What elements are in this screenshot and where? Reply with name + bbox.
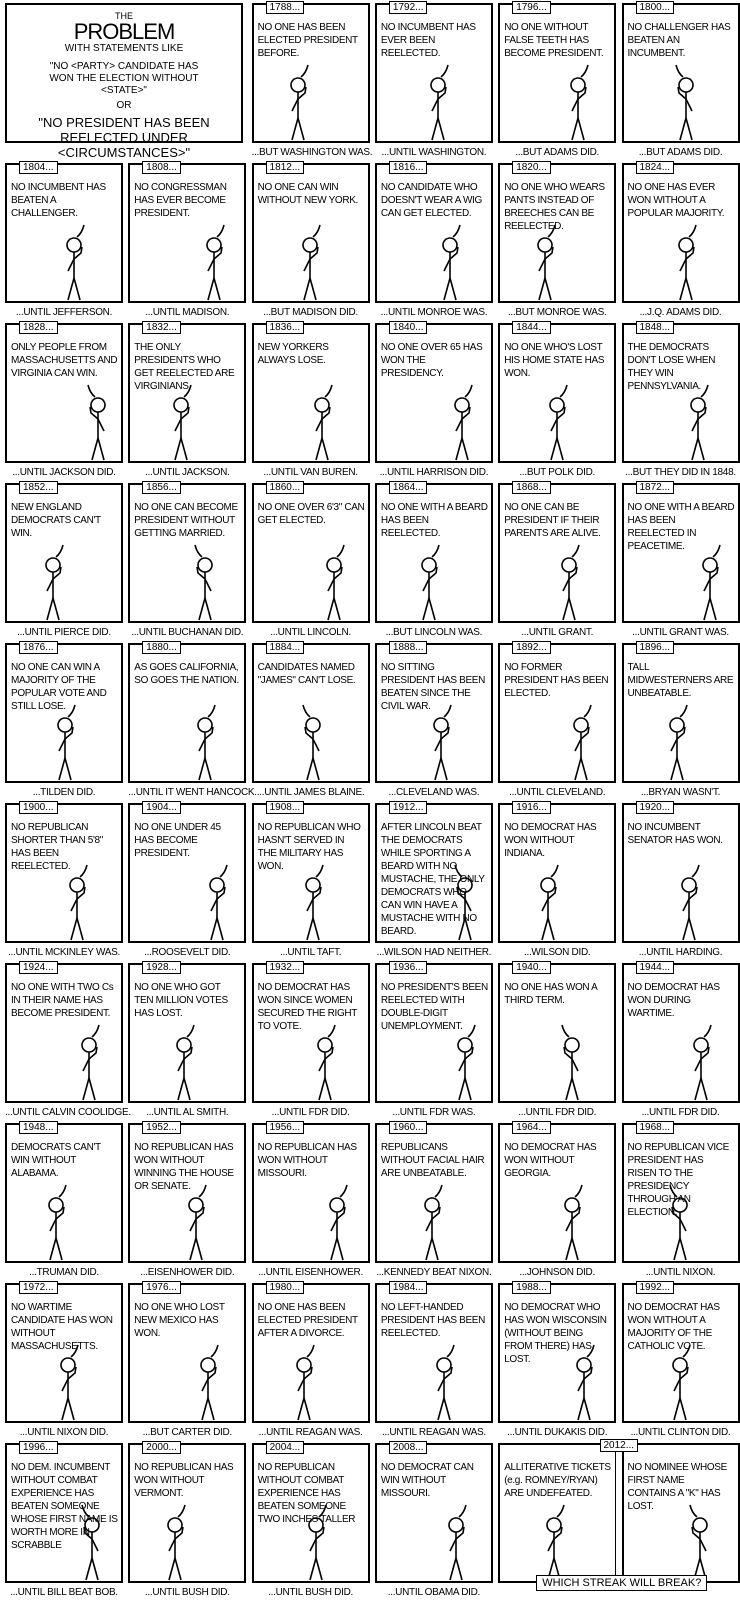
panel-statement: CANDIDATES NAMED "JAMES" CAN'T LOSE.: [257, 662, 356, 686]
panel-statement: NO ONE HAS WON A THIRD TERM.: [504, 982, 597, 1006]
stick-figure-icon: [672, 223, 712, 301]
panel-statement: NO ONE HAS BEEN ELECTED PRESIDENT BEFORE.: [257, 22, 358, 59]
panel-statement: NO DEMOCRAT HAS WON WITHOUT INDIANA.: [504, 822, 597, 859]
stick-figure-icon: [436, 223, 476, 301]
year-tab: 1972...: [19, 1281, 58, 1294]
year-tab: 2008...: [389, 1441, 428, 1454]
panel-1996: [5, 1443, 123, 1583]
panel-1880: [128, 643, 246, 783]
panel-caption: ...UNTIL CALVIN COOLIDGE.: [5, 1107, 131, 1118]
panel-statement: NO ONE WITH TWO Cs IN THEIR NAME HAS BECOME PRESIDENT.: [11, 982, 114, 1019]
final-question-caption: WHICH STREAK WILL BREAK?: [536, 1575, 707, 1591]
stick-figure-icon: [427, 703, 467, 781]
stick-figure-icon: [687, 1023, 727, 1101]
panel-1832: [128, 323, 246, 463]
panel-statement: AS GOES CALIFORNIA, SO GOES THE NATION.: [134, 662, 239, 686]
panel-statement: NO REPUBLICAN WITHOUT COMBAT EXPERIENCE HAS BEATEN SOMEONE TWO INCHES TALLER: [257, 1462, 356, 1525]
panel-caption: ...UNTIL HARRISON DID.: [379, 467, 489, 478]
panel-caption: ...WILSON HAD NEITHER.: [376, 947, 492, 958]
panel-caption: ...UNTIL WASHINGTON.: [381, 147, 487, 158]
stick-figure-icon: [531, 223, 571, 301]
panel-1984: [375, 1283, 493, 1423]
year-tab: 1856...: [142, 481, 181, 494]
stick-figure-icon: [424, 63, 464, 141]
stick-figure-icon: [567, 703, 607, 781]
panel-statement: NO ONE CAN WIN A MAJORITY OF THE POPULAR VOTE AND STILL LOSE.: [11, 662, 107, 712]
stick-figure-icon: [675, 863, 715, 941]
year-tab: 2004...: [266, 1441, 305, 1454]
panel-caption: ...J.Q. ADAMS DID.: [639, 307, 722, 318]
panel-statement: DEMOCRATS CAN'T WIN WITHOUT ALABAMA.: [11, 1142, 101, 1179]
stick-figure-icon: [203, 863, 243, 941]
year-tab: 1812...: [266, 161, 305, 174]
year-tab: 1828...: [19, 321, 58, 334]
stick-figure-icon: [287, 703, 327, 781]
year-tab: 1788...: [266, 1, 305, 14]
panel-statement: REPUBLICANS WITHOUT FACIAL HAIR ARE UNBEATABLE.: [380, 1142, 485, 1179]
stick-figure-icon: [311, 1023, 351, 1101]
panel-1836: [252, 323, 370, 463]
stick-figure-icon: [570, 1343, 610, 1421]
panel-caption: ...UNTIL DUKAKIS DID.: [507, 1427, 608, 1438]
stick-figure-icon: [194, 1343, 234, 1421]
panel-caption: ...CLEVELAND WAS.: [388, 787, 480, 798]
panel-caption: ...UNTIL AL SMITH.: [146, 1107, 229, 1118]
panel-1980: [252, 1283, 370, 1423]
panel-1900: [5, 803, 123, 943]
panel-caption: ...UNTIL BUCHANAN DID.: [131, 627, 244, 638]
stick-figure-icon: [555, 543, 595, 621]
year-tab: 1908...: [266, 801, 305, 814]
year-tab: 1804...: [19, 161, 58, 174]
year-tab: 1800...: [636, 1, 675, 14]
panel-1860: [252, 483, 370, 623]
year-tab: 1944...: [636, 961, 675, 974]
year-tab: 1860...: [266, 481, 305, 494]
stick-figure-icon: [320, 543, 360, 621]
panel-caption: ...UNTIL BUSH DID.: [144, 1587, 230, 1598]
panel-caption: ...UNTIL JACKSON.: [145, 467, 230, 478]
panel-statement: NO ONE HAS BEEN ELECTED PRESIDENT AFTER A DIVORCE.: [257, 1302, 358, 1339]
year-tab: 1852...: [19, 481, 58, 494]
year-tab: 1932...: [266, 961, 305, 974]
panel-caption: ...UNTIL FDR DID.: [641, 1107, 720, 1118]
panel-statement: NO ONE WITHOUT FALSE TEETH HAS BECOME PRESIDENT.: [504, 22, 604, 59]
stick-figure-icon: [660, 63, 700, 141]
stick-figure-icon: [167, 383, 207, 461]
panel-caption: ...UNTIL BUSH DID.: [268, 1587, 353, 1598]
stick-figure-icon: [72, 383, 112, 461]
panel-statement: NO ONE WHO WEARS PANTS INSTEAD OF BREECHES CAN BE REELECTED.: [504, 182, 605, 232]
panel-statement: NO CHALLENGER HAS BEATEN AN INCUMBENT.: [627, 22, 731, 59]
stick-figure-icon: [191, 703, 231, 781]
panel-statement: NO REPUBLICAN WHO HASN'T SERVED IN THE MILITARY HAS WON.: [257, 822, 361, 872]
panel-caption: ...UNTIL REAGAN WAS.: [258, 1427, 363, 1438]
panel-statement: NO NOMINEE WHOSE FIRST NAME CONTAINS A "K" HAS LOST.: [627, 1462, 727, 1512]
panel-statement: NO DEM. INCUMBENT WITHOUT COMBAT EXPERIENCE HAS BEATEN SOMEONE WHOSE FIRST NAME IS WORTH MORE IN SCRABBLE: [11, 1462, 118, 1551]
panel-caption: ...BUT THEY DID IN 1848.: [625, 467, 736, 478]
panel-caption: ...BUT MONROE WAS.: [507, 307, 607, 318]
year-tab: 1808...: [142, 161, 181, 174]
stick-figure-icon: [308, 383, 348, 461]
year-tab: 1984...: [389, 1281, 428, 1294]
title-or: OR: [116, 100, 132, 111]
stick-figure-icon: [179, 543, 219, 621]
panel-1868: [498, 483, 616, 623]
stick-figure-icon: [543, 383, 583, 461]
panel-caption: ...UNTIL IT WENT HANCOCK.: [128, 787, 257, 798]
stick-figure-icon: [182, 1183, 222, 1261]
panel-1856: [128, 483, 246, 623]
stick-figure-icon: [684, 383, 724, 461]
panel-caption: ...UNTIL FDR DID.: [271, 1107, 350, 1118]
stick-figure-icon: [663, 703, 703, 781]
panel-statement: NO ONE OVER 65 HAS WON THE PRESIDENCY.: [380, 342, 483, 379]
stick-figure-icon: [170, 1023, 210, 1101]
stick-figure-icon: [451, 1023, 491, 1101]
panel-statement: NO REPUBLICAN VICE PRESIDENT HAS RISEN TO THE PRESIDENCY THROUGH AN ELECTION.: [627, 1142, 730, 1218]
panel-caption: ...TRUMAN DID.: [29, 1267, 99, 1278]
panel-1944: [622, 963, 740, 1103]
panel-1924: [5, 963, 123, 1103]
panel-caption: ...UNTIL GRANT WAS.: [632, 627, 729, 638]
panel-caption: ...UNTIL JACKSON DID.: [12, 467, 116, 478]
stick-figure-icon: [60, 223, 100, 301]
panel-caption: ...UNTIL MCKINLEY WAS.: [8, 947, 120, 958]
panel-1988: [498, 1283, 616, 1423]
panel-2008: [375, 1443, 493, 1583]
panel-caption: ...UNTIL VAN BUREN.: [263, 467, 358, 478]
panel-2000: [128, 1443, 246, 1583]
panel-1840: [375, 323, 493, 463]
year-tab: 1912...: [389, 801, 428, 814]
title-the: THE: [115, 11, 133, 21]
year-tab: 1924...: [19, 961, 58, 974]
panel-2012-k-name: [622, 1443, 740, 1583]
year-tab: 1896...: [636, 641, 675, 654]
year-tab: 1996...: [19, 1441, 58, 1454]
panel-statement: NO ONE CAN BECOME PRESIDENT WITHOUT GETTING MARRIED.: [134, 502, 238, 539]
panel-1960: [375, 1123, 493, 1263]
year-tab: 1872...: [636, 481, 675, 494]
panel-1896: [622, 643, 740, 783]
year-tab: 1824...: [636, 161, 675, 174]
year-tab: 1968...: [636, 1121, 675, 1134]
panel-1820: [498, 163, 616, 303]
stick-figure-icon: [564, 63, 604, 141]
panel-caption: ...UNTIL MONROE WAS.: [380, 307, 488, 318]
year-tab: 1884...: [266, 641, 305, 654]
panel-statement: NO ONE WHO LOST NEW MEXICO HAS WON.: [134, 1302, 225, 1339]
year-tab: 1892...: [512, 641, 551, 654]
stick-figure-icon: [540, 1503, 580, 1581]
panel-1928: [128, 963, 246, 1103]
panel-statement: THE DEMOCRATS DON'T LOSE WHEN THEY WIN PENNSYLVANIA.: [627, 342, 716, 392]
panel-statement: NO DEMOCRAT CAN WIN WITHOUT MISSOURI.: [380, 1462, 474, 1499]
panel-1864: [375, 483, 493, 623]
stick-figure-icon: [63, 863, 103, 941]
stick-figure-icon: [161, 1503, 201, 1581]
year-tab: 2000...: [142, 1441, 181, 1454]
panel-statement: NO DEMOCRAT WHO HAS WON WISCONSIN (WITHOUT BEING FROM THERE) HAS LOST.: [504, 1302, 607, 1365]
stick-figure-icon: [54, 1343, 94, 1421]
panel-caption: ...UNTIL JAMES BLAINE.: [256, 787, 365, 798]
panel-statement: NO CANDIDATE WHO DOESN'T WEAR A WIG CAN GET ELECTED.: [380, 182, 482, 219]
panel-caption: ...UNTIL EISENHOWER.: [258, 1267, 363, 1278]
panel-1796: [498, 3, 616, 143]
stick-figure-icon: [696, 543, 736, 621]
panel-statement: NO ONE WHO'S LOST HIS HOME STATE HAS WON.: [504, 342, 605, 379]
stick-figure-icon: [284, 63, 324, 141]
panel-caption: ...BUT MADISON DID.: [263, 307, 358, 318]
panel-statement: NO REPUBLICAN SHORTER THAN 5'8" HAS BEEN REELECTED.: [11, 822, 103, 872]
year-tab: 1936...: [389, 961, 428, 974]
stick-figure-icon: [75, 1023, 115, 1101]
year-tab: 1832...: [142, 321, 181, 334]
panel-1848: [622, 323, 740, 463]
panel-1912: [375, 803, 493, 943]
year-tab: 1920...: [636, 801, 675, 814]
panel-statement: NO INCUMBENT HAS BEATEN A CHALLENGER.: [11, 182, 106, 219]
panel-1824: [622, 163, 740, 303]
year-tab: 1976...: [142, 1281, 181, 1294]
stick-figure-icon: [430, 1343, 470, 1421]
stick-figure-icon: [323, 1183, 363, 1261]
panel-statement: NO WARTIME CANDIDATE HAS WON WITHOUT MASSACHUSETTS.: [11, 1302, 113, 1352]
title-problem: PROBLEM: [73, 19, 175, 44]
panel-statement: THE ONLY PRESIDENTS WHO GET REELECTED ARE VIRGINIANS.: [134, 342, 235, 392]
panel-caption: ...UNTIL NIXON.: [645, 1267, 716, 1278]
panel-statement: NO ONE HAS EVER WON WITHOUT A POPULAR MAJORITY.: [627, 182, 725, 219]
panel-1920: [622, 803, 740, 943]
panel-caption: ...JOHNSON DID.: [519, 1267, 595, 1278]
stick-figure-icon: [66, 1503, 106, 1581]
panel-statement: NO CONGRESSMAN HAS EVER BECOME PRESIDENT.: [134, 182, 227, 219]
year-tab: 1948...: [19, 1121, 58, 1134]
panel-1972: [5, 1283, 123, 1423]
panel-statement: NEW YORKERS ALWAYS LOSE.: [257, 342, 329, 366]
panel-1888: [375, 643, 493, 783]
panel-caption: ...UNTIL BILL BEAT BOB.: [10, 1587, 118, 1598]
year-tab: 1956...: [266, 1121, 305, 1134]
panel-statement: AFTER LINCOLN BEAT THE DEMOCRATS WHILE SPORTING A BEARD WITH NO MUSTACHE, THE ONLY DEMOCRATS WHO CAN WIN HAVE A MUSTACHE WITH NO BEARD.: [380, 822, 485, 937]
year-tab: 1868...: [512, 481, 551, 494]
panel-statement: TALL MIDWESTERNERS ARE UNBEATABLE.: [627, 662, 734, 699]
panel-statement: NO PRESIDENT'S BEEN REELECTED WITH DOUBLE-DIGIT UNEMPLOYMENT.: [380, 982, 488, 1032]
panel-1844: [498, 323, 616, 463]
panel-caption: ...UNTIL CLINTON DID.: [630, 1427, 731, 1438]
stick-figure-icon: [302, 1503, 342, 1581]
panel-1948: [5, 1123, 123, 1263]
panel-1952: [128, 1123, 246, 1263]
panel-1800: [622, 3, 740, 143]
panel-1884: [252, 643, 370, 783]
panel-1916: [498, 803, 616, 943]
panel-2004: [252, 1443, 370, 1583]
stick-figure-icon: [666, 1343, 706, 1421]
year-tab: 1864...: [389, 481, 428, 494]
panel-statement: NO LEFT-HANDED PRESIDENT HAS BEEN REELECTED.: [380, 1302, 485, 1339]
year-tab: 1848...: [636, 321, 675, 334]
stick-figure-icon: [448, 383, 488, 461]
panel-1992: [622, 1283, 740, 1423]
panel-statement: NO INCUMBENT HAS EVER BEEN REELECTED.: [380, 22, 476, 59]
panel-caption: ...UNTIL PIERCE DID.: [17, 627, 111, 638]
panel-1968: [622, 1123, 740, 1263]
panel-1976: [128, 1283, 246, 1423]
panel-statement: NO ONE WITH A BEARD HAS BEEN REELECTED IN PEACETIME.: [627, 502, 735, 552]
stick-figure-icon: [674, 1503, 714, 1581]
title-with: WITH STATEMENTS LIKE: [64, 43, 184, 54]
panel-caption: ...UNTIL FDR DID.: [518, 1107, 597, 1118]
panel-statement: NO DEMOCRAT HAS WON DURING WARTIME.: [627, 982, 720, 1019]
stick-figure-icon: [290, 1343, 330, 1421]
year-tab: 1876...: [19, 641, 58, 654]
panel-statement: NO ONE UNDER 45 HAS BECOME PRESIDENT.: [134, 822, 221, 859]
stick-figure-icon: [439, 863, 479, 941]
panel-1940: [498, 963, 616, 1103]
stick-figure-icon: [51, 703, 91, 781]
panel-1964: [498, 1123, 616, 1263]
stick-figure-icon: [546, 1023, 586, 1101]
panel-caption: ...BUT ADAMS DID.: [515, 147, 599, 158]
year-tab: 1904...: [142, 801, 181, 814]
panel-caption: ...UNTIL TAFT.: [280, 947, 342, 958]
panel-caption: ...UNTIL MADISON.: [145, 307, 230, 318]
stick-figure-icon: [200, 223, 240, 301]
panel-caption: ...BUT WASHINGTON WAS.: [251, 147, 373, 158]
year-tab: 1940...: [512, 961, 551, 974]
panel-caption: ...UNTIL GRANT.: [521, 627, 594, 638]
panel-statement: NO DEMOCRAT HAS WON WITHOUT GEORGIA.: [504, 1142, 597, 1179]
panel-caption: ...TILDEN DID.: [32, 787, 96, 798]
panel-statement: NO ONE CAN BE PRESIDENT IF THEIR PARENTS ARE ALIVE.: [504, 502, 601, 539]
year-tab-2012: 2012...: [600, 1439, 639, 1452]
stick-figure-icon: [299, 863, 339, 941]
panel-caption: ...UNTIL JEFFERSON.: [15, 307, 113, 318]
panel-1788: [252, 3, 370, 143]
stick-figure-icon: [558, 1183, 598, 1261]
panel-statement: NO REPUBLICAN HAS WON WITHOUT WINNING THE HOUSE OR SENATE.: [134, 1142, 234, 1192]
panel-1792: [375, 3, 493, 143]
panel-caption: ...UNTIL OBAMA DID.: [387, 1587, 481, 1598]
year-tab: 1992...: [636, 1281, 675, 1294]
stick-figure-icon: [534, 863, 574, 941]
panel-caption: ...UNTIL LINCOLN.: [270, 627, 351, 638]
panel-1876: [5, 643, 123, 783]
stick-figure-icon: [415, 543, 455, 621]
year-tab: 1964...: [512, 1121, 551, 1134]
panel-caption: ...ROOSEVELT DID.: [144, 947, 231, 958]
stick-figure-icon: [42, 1183, 82, 1261]
stick-figure-icon: [418, 1183, 458, 1261]
year-tab: 1900...: [19, 801, 58, 814]
year-tab: 1840...: [389, 321, 428, 334]
panel-caption: ...KENNEDY BEAT NIXON.: [376, 1267, 492, 1278]
year-tab: 1928...: [142, 961, 181, 974]
panel-caption: ...UNTIL FDR WAS.: [392, 1107, 476, 1118]
panel-statement: NO ONE OVER 6'3" CAN GET ELECTED.: [257, 502, 365, 526]
year-tab: 1960...: [389, 1121, 428, 1134]
panel-caption: ...UNTIL REAGAN WAS.: [381, 1427, 486, 1438]
panel-statement: NO INCUMBENT SENATOR HAS WON.: [627, 822, 723, 846]
title-panel: [5, 3, 243, 160]
panel-statement: NO FORMER PRESIDENT HAS BEEN ELECTED.: [504, 662, 609, 699]
panel-statement: NEW ENGLAND DEMOCRATS CAN'T WIN.: [11, 502, 101, 539]
title-quote-1: "NO <PARTY> CANDIDATE HAS WON THE ELECTION WITHOUT <STATE>": [49, 61, 199, 96]
panel-1828: [5, 323, 123, 463]
panel-1816: [375, 163, 493, 303]
panel-caption: ...BRYAN WASN'T.: [640, 787, 721, 798]
panel-statement: NO REPUBLICAN HAS WON WITHOUT MISSOURI.: [257, 1142, 357, 1179]
panel-statement: NO ONE WITH A BEARD HAS BEEN REELECTED.: [380, 502, 488, 539]
panel-caption: ...UNTIL HARDING.: [638, 947, 723, 958]
stick-figure-icon: [654, 1183, 694, 1261]
panel-statement: ALLITERATIVE TICKETS (e.g. ROMNEY/RYAN) ARE UNDEFEATED.: [504, 1462, 611, 1499]
year-tab: 1916...: [512, 801, 551, 814]
panel-caption: ...EISENHOWER DID.: [140, 1267, 235, 1278]
panel-1904: [128, 803, 246, 943]
title-quote-2: "NO PRESIDENT HAS BEEN REELECTED UNDER <CIRCUMSTANCES>": [38, 115, 210, 160]
panel-1892: [498, 643, 616, 783]
year-tab: 1988...: [512, 1281, 551, 1294]
panel-statement: NO ONE CAN WIN WITHOUT NEW YORK.: [257, 182, 358, 206]
year-tab: 1836...: [266, 321, 305, 334]
panel-1808: [128, 163, 246, 303]
year-tab: 1792...: [389, 1, 428, 14]
panel-caption: ...UNTIL CLEVELAND.: [509, 787, 606, 798]
panel-1872: [622, 483, 740, 623]
year-tab: 1796...: [512, 1, 551, 14]
panel-1936: [375, 963, 493, 1103]
year-tab: 1888...: [389, 641, 428, 654]
panel-2012-alliterative: [498, 1443, 616, 1583]
year-tab: 1816...: [389, 161, 428, 174]
panel-1908: [252, 803, 370, 943]
year-tab: 1980...: [266, 1281, 305, 1294]
panel-1812: [252, 163, 370, 303]
panel-statement: NO DEMOCRAT HAS WON SINCE WOMEN SECURED THE RIGHT TO VOTE.: [257, 982, 357, 1032]
year-tab: 1952...: [142, 1121, 181, 1134]
panel-1932: [252, 963, 370, 1103]
stick-figure-icon: [39, 543, 79, 621]
panel-caption: ...BUT POLK DID.: [519, 467, 595, 478]
panel-statement: NO DEMOCRAT HAS WON WITHOUT A MAJORITY OF THE CATHOLIC VOTE.: [627, 1302, 720, 1352]
panel-1804: [5, 163, 123, 303]
stick-figure-icon: [442, 1503, 482, 1581]
stick-figure-icon: [296, 223, 336, 301]
year-tab: 1880...: [142, 641, 181, 654]
panel-caption: ...UNTIL NIXON DID.: [19, 1427, 109, 1438]
panel-caption: ...BUT ADAMS DID.: [638, 147, 723, 158]
panel-statement: ONLY PEOPLE FROM MASSACHUSETTS AND VIRGINIA CAN WIN.: [11, 342, 118, 379]
panel-1956: [252, 1123, 370, 1263]
panel-caption: ...BUT LINCOLN WAS.: [385, 627, 483, 638]
panel-caption: ...BUT CARTER DID.: [142, 1427, 232, 1438]
year-tab: 1820...: [512, 161, 551, 174]
panel-statement: NO ONE WHO GOT TEN MILLION VOTES HAS LOST.: [134, 982, 228, 1019]
panel-caption: ...WILSON DID.: [524, 947, 591, 958]
panel-statement: NO SITTING PRESIDENT HAS BEEN BEATEN SINCE THE CIVIL WAR.: [380, 662, 485, 712]
panel-statement: NO REPUBLICAN HAS WON WITHOUT VERMONT.: [134, 1462, 234, 1499]
year-tab: 1844...: [512, 321, 551, 334]
panel-1852: [5, 483, 123, 623]
